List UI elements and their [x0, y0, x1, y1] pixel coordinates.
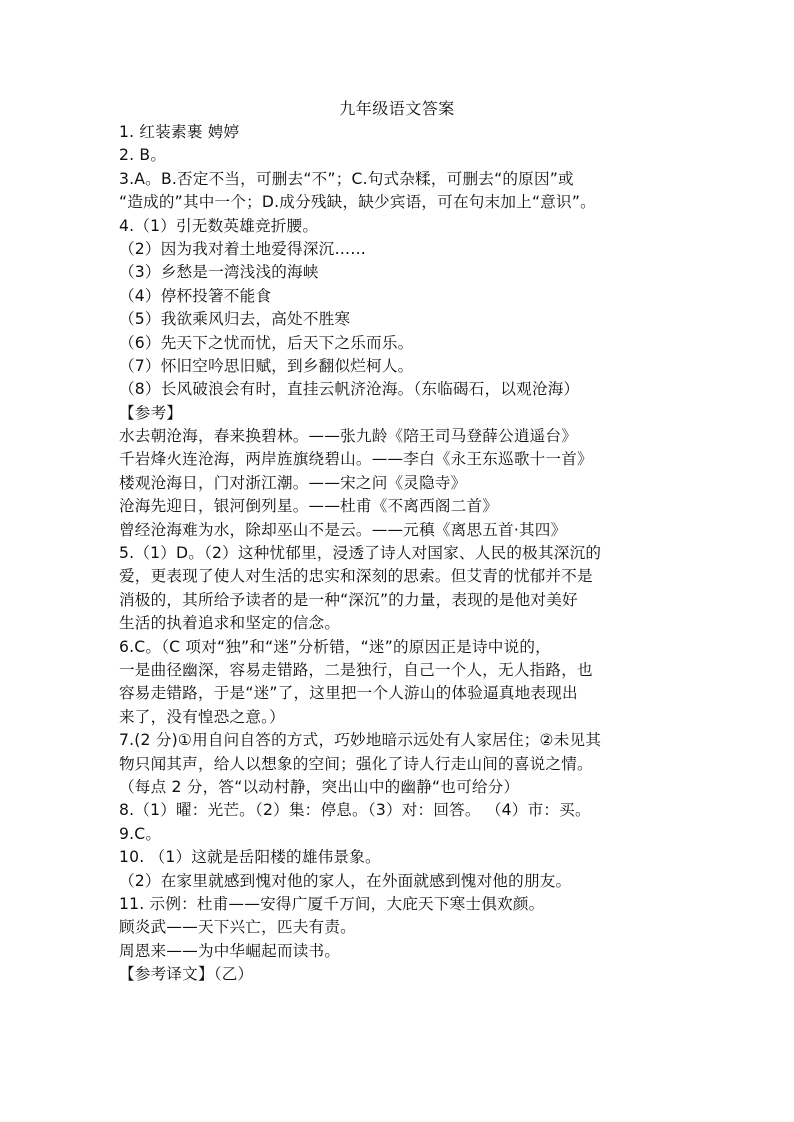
- answer-line: 3.A。B.否定不当，可删去“不”；C.句式杂糅，可删去“的原因”或: [119, 169, 574, 188]
- answer-line: 【参考译文】（乙）: [119, 965, 254, 984]
- answer-line: （5）我欲乘风归去，高处不胜寒: [119, 310, 351, 329]
- answer-line: “造成的”其中一个；D.成分残缺，缺少宾语，可在句末加上“意识”。: [119, 193, 596, 212]
- answer-line: （2）在家里就感到愧对他的家人，在外面就感到愧对他的朋友。: [119, 871, 572, 890]
- answer-line: 5.（1）D。（2）这种忧郁里，浸透了诗人对国家、人民的极其深沉的: [119, 544, 602, 563]
- answer-line: 生活的执着追求和坚定的信念。: [119, 614, 341, 633]
- answer-line: 沧海先迎日，银河倒列星。——杜甫《不离西阁二首》: [119, 497, 499, 516]
- answer-line: 爱，更表现了使人对生活的忠实和深刻的思索。但艾青的忧郁并不是: [119, 567, 593, 586]
- answer-line: 物只闻其声，给人以想象的空间；强化了诗人行走山间的喜说之情。: [119, 754, 593, 773]
- answer-line: 6.C。（C 项对“独”和“迷”分析错，“迷”的原因正是诗中说的，: [119, 637, 551, 656]
- answer-line: 来了，没有惶恐之意。）: [119, 707, 285, 726]
- answer-line: 容易走错路，于是“迷”了，这里把一个人游山的体验逼真地表现出: [119, 684, 578, 703]
- answer-line: 曾经沧海难为水，除却巫山不是云。——元稹《离思五首·其四》: [119, 520, 567, 539]
- answer-line: （6）先天下之忧而忧，后天下之乐而乐。: [119, 333, 414, 352]
- answer-line: 顾炎武——天下兴亡，匹夫有责。: [119, 918, 356, 937]
- answer-line: 8.（1）曜：光芒。（2）集：停息。（3）对：回答。 （4）市：买。: [119, 801, 591, 820]
- answer-line: 楼观沧海日，门对浙江潮。——宋之问《灵隐寺》: [119, 473, 467, 492]
- answer-line: 消极的，其所给予读者的是一种“深沉”的力量，表现的是他对美好: [119, 590, 578, 609]
- answer-line: （7）怀旧空吟思旧赋，到乡翻似烂柯人。: [119, 356, 414, 375]
- answer-line: 4.（1）引无数英雄竞折腰。: [119, 216, 319, 235]
- answer-line: 周恩来——为中华崛起而读书。: [119, 941, 341, 960]
- answer-line: 2. B。: [119, 146, 167, 165]
- answer-line: 一是曲径幽深，容易走错路，二是独行，自己一个人，无人指路，也: [119, 660, 593, 679]
- answer-line: 9.C。: [119, 824, 162, 843]
- answer-line: 11. 示例：杜甫——安得广厦千万间，大庇天下寒士俱欢颜。: [119, 894, 545, 913]
- answer-line: 【参考】: [119, 403, 183, 422]
- answer-line: 1. 红装素裹 娉婷: [119, 123, 240, 141]
- document-title: 九年级语文答案: [339, 99, 455, 118]
- answer-line: 7.(2 分)①用自问自答的方式，巧妙地暗示远处有人家居住；②未见其: [119, 731, 602, 750]
- answer-line: 千岩烽火连沧海，两岸旌旗绕碧山。——李白《永王东巡歌十一首》: [119, 450, 593, 469]
- answer-line: （4）停杯投箸不能食: [119, 286, 272, 305]
- answer-line: （每点 2 分，答“以动村静，突出山中的幽静“也可给分）: [119, 777, 520, 796]
- answer-line: （2）因为我对着土地爱得深沉……: [119, 239, 367, 258]
- answer-line: （8）长风破浪会有时，直挂云帆济沧海。（东临碣石，以观沧海）: [119, 380, 580, 399]
- answer-line: （3）乡愁是一湾浅浅的海峡: [119, 263, 319, 282]
- answer-line: 水去朝沧海，春来换碧林。——张九龄《陪王司马登薛公逍遥台》: [119, 427, 578, 446]
- answer-line: 10. （1）这就是岳阳楼的雄伟景象。: [119, 848, 381, 867]
- answer-body: [119, 121, 689, 986]
